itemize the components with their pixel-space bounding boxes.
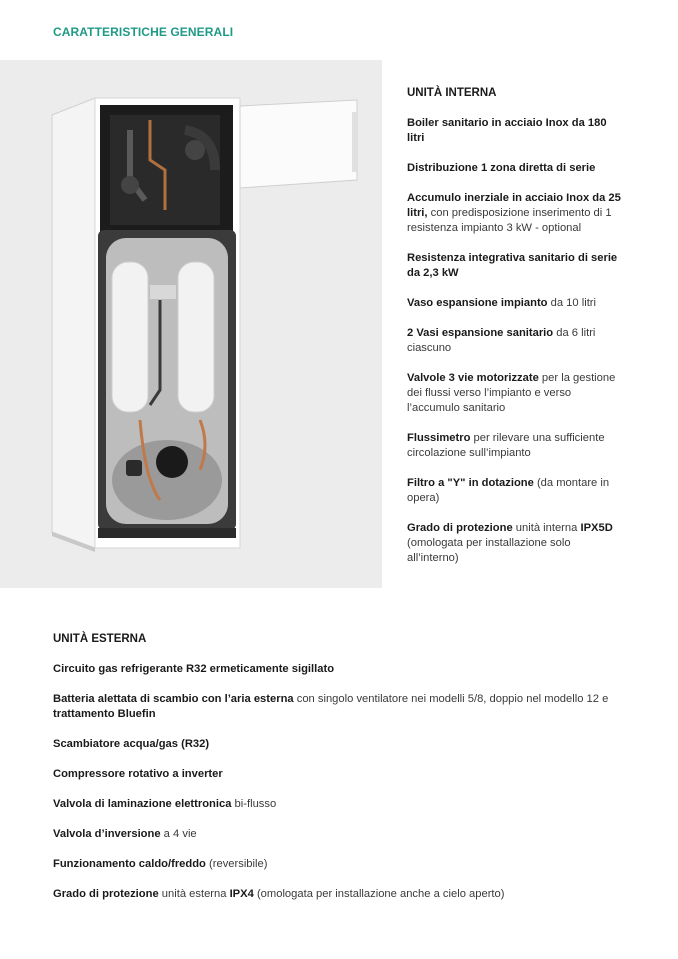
list-item: Grado di protezione unità esterna IPX4 (omologata per installazione anche a cielo aperto) <box>53 888 505 900</box>
list-item: Accumulo inerziale in acciaio Inox da 25 litri, con predisposizione inserimento di 1 resistenza impianto 3 kW - optional <box>407 192 621 234</box>
external-unit-heading: UNITÀ ESTERNA <box>53 633 147 645</box>
list-item: Circuito gas refrigerante R32 ermeticamente sigillato <box>53 663 335 675</box>
external-unit-section <box>53 632 633 902</box>
list-item: 2 Vasi espansione sanitario da 6 litri ciascuno <box>407 327 596 354</box>
list-item: Valvola di laminazione elettronica bi-flusso <box>53 798 277 810</box>
list-item: Grado di protezione unità interna IPX5D (omologata per installazione solo all’interno) <box>407 522 613 564</box>
section-title: CARATTERISTICHE GENERALI <box>53 25 234 39</box>
list-item: Batteria alettata di scambio con l’aria esterna con singolo ventilatore nei modelli 5/8, doppio nel modello 12 e trattamento Bluefin <box>53 693 609 720</box>
list-item: Flussimetro per rilevare una sufficiente circolazione sull’impianto <box>407 432 605 459</box>
product-photo <box>0 60 382 588</box>
internal-unit-heading: UNITÀ INTERNA <box>407 87 497 99</box>
list-item: Scambiatore acqua/gas (R32) <box>53 738 210 750</box>
list-item: Resistenza integrativa sanitario di serie da 2,3 kW <box>407 252 618 279</box>
internal-unit-section <box>407 86 622 566</box>
heat-pump-indoor-unit-illustration <box>0 60 382 588</box>
list-item: Vaso espansione impianto da 10 litri <box>407 297 597 309</box>
list-item: Filtro a "Y" in dotazione (da montare in opera) <box>407 477 610 504</box>
list-item: Funzionamento caldo/freddo (reversibile) <box>53 858 268 870</box>
list-item: Valvole 3 vie motorizzate per la gestione dei flussi verso l’impianto e verso l’accumulo sanitario <box>407 372 616 414</box>
list-item: Valvola d’inversione a 4 vie <box>53 828 197 840</box>
list-item: Distribuzione 1 zona diretta di serie <box>407 162 596 174</box>
list-item: Boiler sanitario in acciaio Inox da 180 litri <box>407 117 607 144</box>
list-item: Compressore rotativo a inverter <box>53 768 223 780</box>
